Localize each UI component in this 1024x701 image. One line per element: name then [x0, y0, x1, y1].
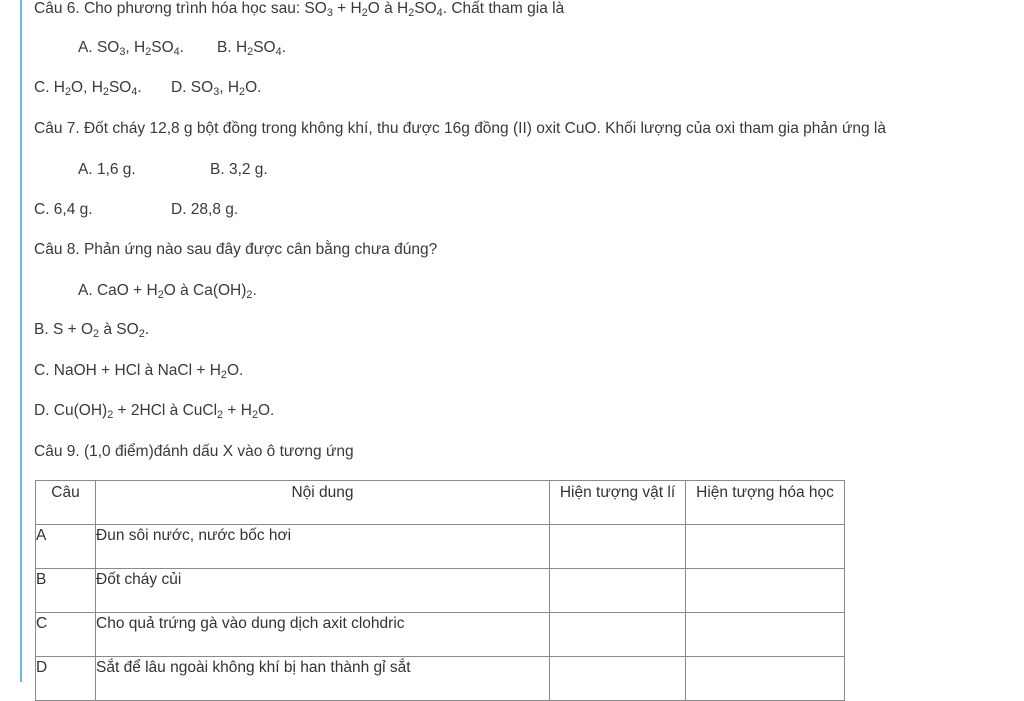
left-border	[20, 0, 22, 682]
row-content: Cho quả trứng gà vào dung dịch axit clohdric	[96, 613, 550, 657]
chemical-cell[interactable]	[686, 613, 845, 657]
q6-option-b: B. $H_2SO_4$.	[217, 39, 286, 58]
physical-cell[interactable]	[550, 569, 686, 613]
physical-cell[interactable]	[550, 657, 686, 701]
q7-option-c: C. 6,4 g.	[34, 201, 93, 218]
q6-stem: Câu 6. Cho phương trình hóa học sau: $SO_3 + H_2O$ à $H_2SO_4$. Chất tham gia là	[34, 0, 565, 19]
q6-option-a: A. $SO_3$, $H_2SO_4$.	[78, 39, 184, 58]
chemical-cell[interactable]	[686, 525, 845, 569]
q7-option-d: D. 28,8 g.	[171, 201, 239, 218]
header-cau: Câu	[36, 481, 96, 525]
q8-option-a: A. CaO + $H_2O$ à $Ca(OH)_2$.	[78, 282, 257, 301]
row-content: Sắt để lâu ngoài không khí bị han thành gỉ sắt	[96, 657, 550, 701]
header-vat-li: Hiện tượng vật lí	[550, 481, 686, 525]
header-noi-dung: Nội dung	[96, 481, 550, 525]
header-hoa-hoc: Hiện tượng hóa học	[686, 481, 845, 525]
row-label: D	[36, 657, 96, 701]
physical-cell[interactable]	[550, 613, 686, 657]
q7-stem: Câu 7. Đốt cháy 12,8 g bột đồng trong không khí, thu được 16g đồng (II) oxit CuO. Khối lượng của oxi tham gia phản ứng là	[34, 120, 886, 137]
row-content: Đun sôi nước, nước bốc hơi	[96, 525, 550, 569]
chemical-cell[interactable]	[686, 657, 845, 701]
table-row	[36, 657, 845, 701]
q8-option-d: D. $Cu(OH)_2 + 2HCl$ à CuCl$_2$ + $H_2O$.	[34, 402, 275, 421]
table-header-row	[36, 481, 845, 525]
q9-stem: Câu 9. (1,0 điểm)đánh dấu X vào ô tương ứng	[34, 443, 354, 460]
q7-option-a: A. 1,6 g.	[78, 161, 136, 178]
row-label: C	[36, 613, 96, 657]
q9-table	[35, 480, 845, 701]
row-label: A	[36, 525, 96, 569]
q6-option-d: D. $SO_3$, $H_2O$.	[171, 79, 262, 98]
q8-stem: Câu 8. Phản ứng nào sau đây được cân bằng chưa đúng?	[34, 241, 438, 258]
row-content: Đốt cháy củi	[96, 569, 550, 613]
chemical-cell[interactable]	[686, 569, 845, 613]
physical-cell[interactable]	[550, 525, 686, 569]
q8-option-b: B. $S + O_2$ à $SO_2$.	[34, 321, 150, 340]
document-page	[34, 0, 1019, 682]
q7-option-b: B. 3,2 g.	[210, 161, 268, 178]
table-row	[36, 613, 845, 657]
row-label: B	[36, 569, 96, 613]
table-row	[36, 525, 845, 569]
q8-option-c: C. NaOH + HCl à NaCl + $H_2O$.	[34, 362, 244, 381]
q6-option-c: C. $H_2O$, $H_2SO_4$.	[34, 79, 142, 98]
table-row	[36, 569, 845, 613]
